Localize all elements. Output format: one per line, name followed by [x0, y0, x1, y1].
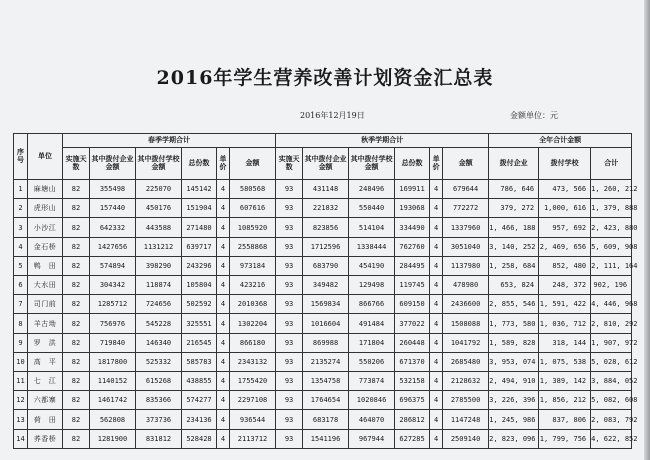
cell-autumn-days: 93 [276, 199, 303, 218]
cell-autumn-days: 93 [276, 372, 303, 391]
header-total-enterprise: 拨付企业 [489, 148, 539, 180]
cell-spring-school: 545228 [136, 314, 182, 333]
cell-spring-portions: 234136 [182, 410, 217, 429]
cell-autumn-school: 1020846 [349, 391, 395, 410]
cell-spring-price: 4 [217, 429, 230, 448]
cell-seq: 7 [14, 295, 28, 314]
cell-autumn-school: 454190 [349, 256, 395, 275]
cell-total-school: 1, 075, 538 [539, 352, 591, 371]
cell-spring-portions: 438855 [182, 372, 217, 391]
cell-spring-enterprise: 574894 [90, 256, 136, 275]
cell-spring-portions: 574277 [182, 391, 217, 410]
cell-spring-days: 82 [63, 180, 90, 199]
table-row [14, 295, 632, 314]
cell-total-school: 2, 469, 656 [539, 237, 591, 256]
cell-total-enterprise: 2, 855, 546 [489, 295, 539, 314]
cell-unit-name: 虎形山 [28, 199, 63, 218]
cell-autumn-amount: 2509140 [443, 429, 489, 448]
cell-spring-amount: 2558868 [230, 237, 276, 256]
cell-spring-school: 225070 [136, 180, 182, 199]
cell-autumn-price: 4 [430, 352, 443, 371]
cell-spring-portions: 325551 [182, 314, 217, 333]
cell-spring-enterprise: 1817800 [90, 352, 136, 371]
cell-autumn-school: 967944 [349, 429, 395, 448]
cell-total-enterprise: 1, 773, 580 [489, 314, 539, 333]
table-row [14, 372, 632, 391]
cell-spring-days: 82 [63, 372, 90, 391]
funding-summary-table [13, 133, 638, 449]
cell-autumn-portions: 193068 [395, 199, 430, 218]
cell-autumn-price: 4 [430, 237, 443, 256]
cell-spring-school: 525332 [136, 352, 182, 371]
cell-total-school: 837, 806 [539, 410, 591, 429]
cell-autumn-amount: 1147248 [443, 410, 489, 429]
cell-spring-amount: 973184 [230, 256, 276, 275]
cell-autumn-school: 171804 [349, 333, 395, 352]
cell-autumn-enterprise: 1354758 [303, 372, 349, 391]
table-row [14, 429, 632, 448]
cell-autumn-amount: 478980 [443, 276, 489, 295]
cell-spring-amount: 2010368 [230, 295, 276, 314]
cell-total-sum: 1, 260, 212 [591, 180, 632, 199]
cell-spring-enterprise: 719840 [90, 333, 136, 352]
header-spring-amount: 金额 [230, 148, 276, 180]
cell-autumn-price: 4 [430, 314, 443, 333]
cell-spring-school: 835366 [136, 391, 182, 410]
cell-spring-days: 82 [63, 429, 90, 448]
cell-autumn-days: 93 [276, 276, 303, 295]
cell-seq: 9 [14, 333, 28, 352]
document-title: 2016年学生营养改善计划资金汇总表 [156, 67, 494, 89]
cell-spring-portions: 243296 [182, 256, 217, 275]
cell-spring-portions: 151904 [182, 199, 217, 218]
header-spring-total: 春季学期合计 [63, 134, 276, 148]
cell-unit-name: 麻塘山 [28, 180, 63, 199]
cell-total-sum: 4, 446, 968 [591, 295, 632, 314]
cell-total-enterprise: 1, 258, 684 [489, 256, 539, 275]
table-row [14, 180, 632, 199]
cell-spring-days: 82 [63, 237, 90, 256]
cell-autumn-days: 93 [276, 256, 303, 275]
cell-spring-amount: 866180 [230, 333, 276, 352]
cell-autumn-price: 4 [430, 199, 443, 218]
cell-unit-name: 司门前 [28, 295, 63, 314]
cell-autumn-enterprise: 431148 [303, 180, 349, 199]
cell-spring-price: 4 [217, 218, 230, 237]
cell-autumn-price: 4 [430, 372, 443, 391]
cell-spring-school: 615268 [136, 372, 182, 391]
cell-spring-days: 82 [63, 410, 90, 429]
cell-total-enterprise: 1, 466, 188 [489, 218, 539, 237]
cell-spring-price: 4 [217, 333, 230, 352]
cell-spring-enterprise: 1461742 [90, 391, 136, 410]
cell-seq: 12 [14, 391, 28, 410]
table-row [14, 314, 632, 333]
cell-seq: 4 [14, 237, 28, 256]
header-spring-enterprise: 其中拨付企业金额 [90, 148, 136, 180]
cell-spring-amount: 1302204 [230, 314, 276, 333]
cell-autumn-portions: 627285 [395, 429, 430, 448]
cell-autumn-enterprise: 683790 [303, 256, 349, 275]
cell-spring-amount: 2113712 [230, 429, 276, 448]
cell-autumn-school: 550440 [349, 199, 395, 218]
cell-spring-price: 4 [217, 410, 230, 429]
cell-spring-school: 1131212 [136, 237, 182, 256]
cell-total-sum: 5, 082, 608 [591, 391, 632, 410]
cell-unit-name: 小沙江 [28, 218, 63, 237]
cell-unit-name: 七 江 [28, 372, 63, 391]
header-spring-school: 其中拨付学校金额 [136, 148, 182, 180]
cell-spring-amount: 1085920 [230, 218, 276, 237]
cell-spring-days: 82 [63, 352, 90, 371]
cell-spring-days: 82 [63, 333, 90, 352]
cell-autumn-price: 4 [430, 256, 443, 275]
cell-autumn-days: 93 [276, 237, 303, 256]
cell-spring-price: 4 [217, 256, 230, 275]
cell-total-sum: 4, 622, 852 [591, 429, 632, 448]
cell-autumn-amount: 1337960 [443, 218, 489, 237]
cell-autumn-portions: 532158 [395, 372, 430, 391]
header-autumn-price: 单价 [430, 148, 443, 180]
header-spring-portions: 总份数 [182, 148, 217, 180]
cell-autumn-school: 129498 [349, 276, 395, 295]
cell-autumn-days: 93 [276, 333, 303, 352]
cell-total-sum: 2, 423, 880 [591, 218, 632, 237]
header-autumn-total: 秋季学期合计 [276, 134, 489, 148]
cell-unit-name: 大水田 [28, 276, 63, 295]
cell-autumn-portions: 696375 [395, 391, 430, 410]
cell-autumn-portions: 334490 [395, 218, 430, 237]
cell-autumn-days: 93 [276, 391, 303, 410]
cell-spring-enterprise: 562808 [90, 410, 136, 429]
header-seq: 序号 [14, 134, 28, 180]
cell-autumn-price: 4 [430, 410, 443, 429]
cell-total-enterprise: 2, 823, 096 [489, 429, 539, 448]
cell-autumn-price: 4 [430, 333, 443, 352]
cell-autumn-price: 4 [430, 180, 443, 199]
cell-autumn-price: 4 [430, 429, 443, 448]
cell-spring-school: 373736 [136, 410, 182, 429]
cell-spring-school: 831812 [136, 429, 182, 448]
cell-seq: 13 [14, 410, 28, 429]
cell-autumn-price: 4 [430, 218, 443, 237]
cell-spring-school: 724656 [136, 295, 182, 314]
cell-total-enterprise: 3, 226, 396 [489, 391, 539, 410]
header-total-sum: 合计 [591, 148, 632, 180]
cell-seq: 1 [14, 180, 28, 199]
cell-spring-price: 4 [217, 372, 230, 391]
cell-spring-enterprise: 642332 [90, 218, 136, 237]
cell-total-sum: 2, 111, 164 [591, 256, 632, 275]
cell-autumn-amount: 2128632 [443, 372, 489, 391]
cell-spring-days: 82 [63, 199, 90, 218]
cell-autumn-enterprise: 2135274 [303, 352, 349, 371]
cell-unit-name: 荷 田 [28, 410, 63, 429]
cell-spring-days: 82 [63, 314, 90, 333]
cell-spring-days: 82 [63, 391, 90, 410]
cell-spring-price: 4 [217, 237, 230, 256]
header-unit: 单位 [28, 134, 63, 180]
cell-total-school: 852, 480 [539, 256, 591, 275]
cell-total-enterprise: 2, 494, 910 [489, 372, 539, 391]
cell-spring-days: 82 [63, 256, 90, 275]
cell-total-sum: 902, 196 [591, 276, 632, 295]
cell-autumn-price: 4 [430, 295, 443, 314]
header-autumn-portions: 总份数 [395, 148, 430, 180]
cell-spring-price: 4 [217, 180, 230, 199]
cell-spring-amount: 936544 [230, 410, 276, 429]
table-row [14, 410, 632, 429]
cell-autumn-portions: 762760 [395, 237, 430, 256]
cell-autumn-amount: 2685480 [443, 352, 489, 371]
cell-total-school: 473, 566 [539, 180, 591, 199]
cell-autumn-school: 248496 [349, 180, 395, 199]
header-autumn-enterprise: 其中拨付企业金额 [303, 148, 349, 180]
cell-total-school: 1, 036, 712 [539, 314, 591, 333]
cell-autumn-enterprise: 823856 [303, 218, 349, 237]
cell-autumn-enterprise: 1764654 [303, 391, 349, 410]
cell-spring-school: 146340 [136, 333, 182, 352]
cell-spring-enterprise: 1285712 [90, 295, 136, 314]
cell-autumn-price: 4 [430, 276, 443, 295]
cell-autumn-school: 514104 [349, 218, 395, 237]
cell-spring-price: 4 [217, 391, 230, 410]
cell-total-sum: 2, 083, 792 [591, 410, 632, 429]
cell-spring-school: 450176 [136, 199, 182, 218]
cell-spring-amount: 1755420 [230, 372, 276, 391]
cell-autumn-school: 491484 [349, 314, 395, 333]
cell-autumn-enterprise: 1569834 [303, 295, 349, 314]
cell-total-school: 1, 799, 756 [539, 429, 591, 448]
cell-spring-enterprise: 304342 [90, 276, 136, 295]
cell-total-enterprise: 379, 272 [489, 199, 539, 218]
cell-spring-enterprise: 1427656 [90, 237, 136, 256]
cell-unit-name: 鸭 田 [28, 256, 63, 275]
cell-autumn-enterprise: 1016604 [303, 314, 349, 333]
cell-seq: 5 [14, 256, 28, 275]
cell-autumn-days: 93 [276, 410, 303, 429]
table-row [14, 237, 632, 256]
cell-autumn-days: 93 [276, 295, 303, 314]
cell-total-school: 248, 372 [539, 276, 591, 295]
cell-unit-name: 荞香桥 [28, 429, 63, 448]
cell-spring-amount: 2343132 [230, 352, 276, 371]
cell-autumn-portions: 286812 [395, 410, 430, 429]
cell-autumn-amount: 2785500 [443, 391, 489, 410]
cell-spring-school: 443588 [136, 218, 182, 237]
cell-total-school: 1, 856, 212 [539, 391, 591, 410]
cell-unit-name: 金石桥 [28, 237, 63, 256]
cell-total-school: 1,000, 616 [539, 199, 591, 218]
cell-autumn-school: 866766 [349, 295, 395, 314]
cell-seq: 3 [14, 218, 28, 237]
cell-total-enterprise: 1, 245, 986 [489, 410, 539, 429]
cell-total-school: 957, 692 [539, 218, 591, 237]
cell-spring-portions: 528428 [182, 429, 217, 448]
header-autumn-days: 实施天数 [276, 148, 303, 180]
cell-seq: 10 [14, 352, 28, 371]
cell-autumn-days: 93 [276, 352, 303, 371]
cell-autumn-portions: 260448 [395, 333, 430, 352]
cell-spring-price: 4 [217, 314, 230, 333]
cell-seq: 6 [14, 276, 28, 295]
cell-autumn-days: 93 [276, 180, 303, 199]
cell-total-school: 1, 389, 142 [539, 372, 591, 391]
header-autumn-school: 其中拨付学校金额 [349, 148, 395, 180]
cell-spring-enterprise: 1140152 [90, 372, 136, 391]
cell-spring-portions: 585783 [182, 352, 217, 371]
cell-total-enterprise: 3, 140, 252 [489, 237, 539, 256]
cell-seq: 11 [14, 372, 28, 391]
cell-spring-amount: 580568 [230, 180, 276, 199]
cell-autumn-amount: 2436600 [443, 295, 489, 314]
cell-total-enterprise: 653, 824 [489, 276, 539, 295]
cell-autumn-enterprise: 1541196 [303, 429, 349, 448]
cell-spring-days: 82 [63, 295, 90, 314]
cell-autumn-amount: 1137980 [443, 256, 489, 275]
cell-spring-enterprise: 157440 [90, 199, 136, 218]
cell-spring-portions: 639717 [182, 237, 217, 256]
cell-autumn-school: 1338444 [349, 237, 395, 256]
cell-autumn-amount: 679644 [443, 180, 489, 199]
cell-seq: 14 [14, 429, 28, 448]
cell-seq: 2 [14, 199, 28, 218]
document-date: 2016年12月19日 [300, 111, 365, 120]
amount-unit-note: 金额单位：元 [510, 111, 558, 120]
cell-autumn-school: 464070 [349, 410, 395, 429]
cell-total-enterprise: 3, 953, 074 [489, 352, 539, 371]
cell-autumn-enterprise: 221832 [303, 199, 349, 218]
table-row [14, 391, 632, 410]
cell-spring-amount: 607616 [230, 199, 276, 218]
cell-spring-days: 82 [63, 276, 90, 295]
cell-autumn-school: 773874 [349, 372, 395, 391]
cell-autumn-portions: 609150 [395, 295, 430, 314]
cell-spring-enterprise: 756976 [90, 314, 136, 333]
cell-autumn-enterprise: 1712596 [303, 237, 349, 256]
cell-autumn-portions: 377022 [395, 314, 430, 333]
cell-autumn-days: 93 [276, 314, 303, 333]
cell-spring-enterprise: 1281900 [90, 429, 136, 448]
cell-total-sum: 3, 884, 052 [591, 372, 632, 391]
cell-spring-portions: 145142 [182, 180, 217, 199]
table-row [14, 256, 632, 275]
cell-spring-price: 4 [217, 352, 230, 371]
cell-autumn-amount: 1508088 [443, 314, 489, 333]
cell-autumn-days: 93 [276, 218, 303, 237]
cell-autumn-amount: 772272 [443, 199, 489, 218]
cell-autumn-portions: 119745 [395, 276, 430, 295]
cell-autumn-school: 550206 [349, 352, 395, 371]
cell-spring-school: 398290 [136, 256, 182, 275]
cell-spring-portions: 216545 [182, 333, 217, 352]
header-annual-total: 全年合计金额 [489, 134, 632, 148]
cell-autumn-amount: 3051040 [443, 237, 489, 256]
cell-unit-name: 罗 洪 [28, 333, 63, 352]
header-total-school: 拨付学校 [539, 148, 591, 180]
cell-spring-portions: 502592 [182, 295, 217, 314]
table-row [14, 352, 632, 371]
cell-autumn-days: 93 [276, 429, 303, 448]
cell-autumn-enterprise: 349482 [303, 276, 349, 295]
cell-total-sum: 5, 609, 908 [591, 237, 632, 256]
cell-autumn-portions: 284495 [395, 256, 430, 275]
cell-unit-name: 六都寨 [28, 391, 63, 410]
table-row [14, 333, 632, 352]
cell-spring-amount: 2297108 [230, 391, 276, 410]
cell-spring-school: 118874 [136, 276, 182, 295]
header-spring-price: 单价 [217, 148, 230, 180]
table-row [14, 276, 632, 295]
cell-spring-price: 4 [217, 199, 230, 218]
table-body [14, 180, 638, 449]
cell-unit-name: 羊古坳 [28, 314, 63, 333]
cell-autumn-enterprise: 683178 [303, 410, 349, 429]
cell-total-school: 318, 144 [539, 333, 591, 352]
table-row [14, 199, 632, 218]
cell-autumn-amount: 1041792 [443, 333, 489, 352]
header-autumn-amount: 金额 [443, 148, 489, 180]
cell-spring-price: 4 [217, 295, 230, 314]
cell-spring-portions: 105804 [182, 276, 217, 295]
cell-autumn-enterprise: 869988 [303, 333, 349, 352]
cell-spring-enterprise: 355498 [90, 180, 136, 199]
cell-total-enterprise: 1, 589, 828 [489, 333, 539, 352]
table-row [14, 218, 632, 237]
cell-total-school: 1, 591, 422 [539, 295, 591, 314]
cell-unit-name: 高 平 [28, 352, 63, 371]
cell-total-sum: 1, 379, 888 [591, 199, 632, 218]
cell-spring-portions: 271480 [182, 218, 217, 237]
cell-autumn-portions: 671370 [395, 352, 430, 371]
cell-total-enterprise: 786, 646 [489, 180, 539, 199]
cell-autumn-price: 4 [430, 391, 443, 410]
cell-total-sum: 1, 907, 972 [591, 333, 632, 352]
cell-spring-price: 4 [217, 276, 230, 295]
cell-spring-amount: 423216 [230, 276, 276, 295]
header-spring-days: 实施天数 [63, 148, 90, 180]
cell-total-sum: 2, 810, 292 [591, 314, 632, 333]
cell-seq: 8 [14, 314, 28, 333]
cell-autumn-portions: 169911 [395, 180, 430, 199]
cell-total-sum: 5, 028, 612 [591, 352, 632, 371]
cell-spring-days: 82 [63, 218, 90, 237]
